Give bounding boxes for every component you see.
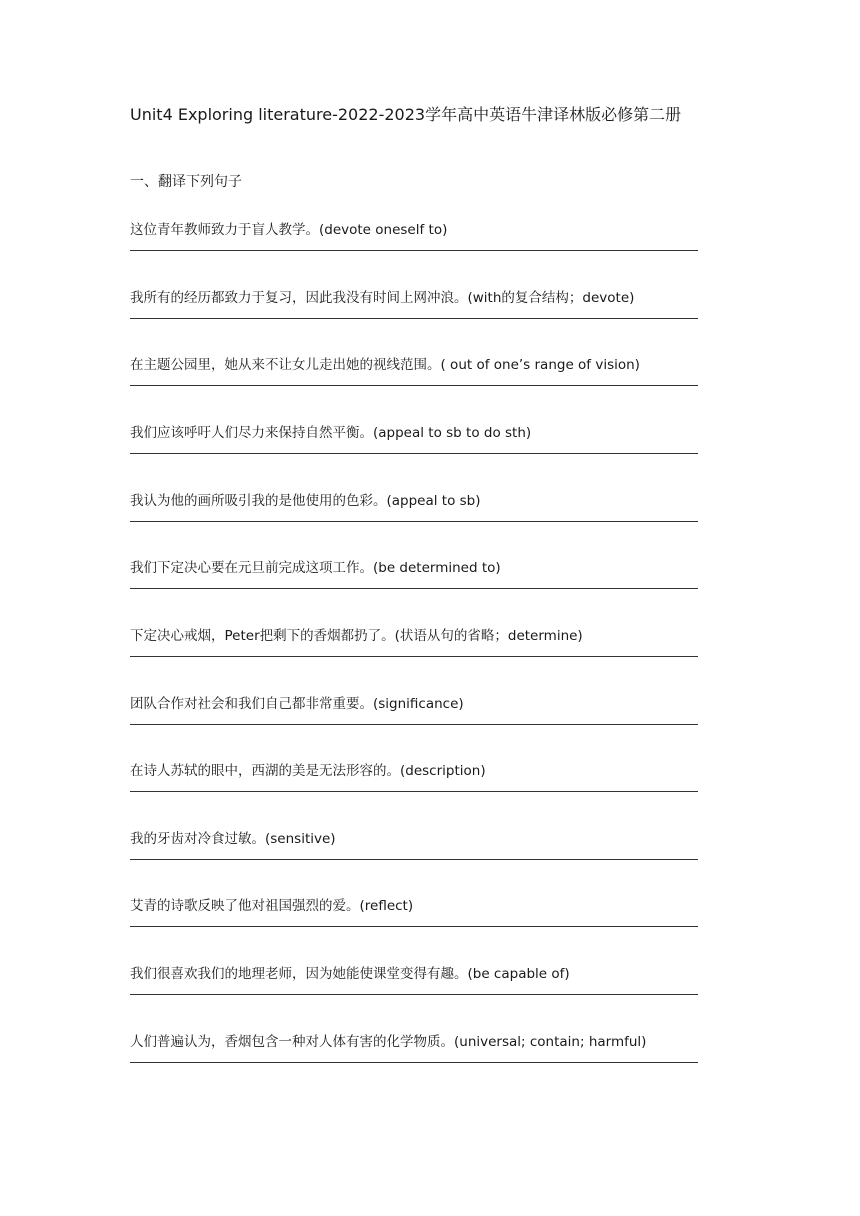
item-prompt: 我们很喜欢我们的地理老师，因为她能使课堂变得有趣。(be capable of) (130, 966, 570, 982)
item-prompt: 艾青的诗歌反映了他对祖国强烈的爱。(reflect) (130, 898, 414, 914)
document-title: Unit4 Exploring literature-2022-2023学年高中英语牛津译林版必修第二册 (130, 105, 682, 124)
section-heading: 一、翻译下列句子 (130, 174, 242, 190)
item-prompt: 团队合作对社会和我们自己都非常重要。(significance) (130, 696, 464, 712)
translation-item (130, 694, 698, 734)
answer-line (130, 791, 698, 792)
item-prompt: 在诗人苏轼的眼中，西湖的美是无法形容的。(description) (130, 763, 486, 779)
item-prompt: 我的牙齿对冷食过敏。(sensitive) (130, 831, 336, 847)
item-prompt: 我所有的经历都致力于复习，因此我没有时间上网冲浪。(with的复合结构；devote) (130, 290, 635, 306)
item-prompt: 人们普遍认为，香烟包含一种对人体有害的化学物质。(universal; contain; harmful) (130, 1034, 647, 1050)
translation-item (130, 355, 698, 395)
answer-line (130, 1062, 698, 1063)
answer-line (130, 250, 698, 251)
answer-line (130, 724, 698, 725)
translation-item (130, 964, 698, 1004)
translation-item (130, 288, 698, 328)
answer-line (130, 588, 698, 589)
answer-line (130, 385, 698, 386)
item-prompt: 这位青年教师致力于盲人教学。(devote oneself to) (130, 222, 448, 238)
answer-line (130, 656, 698, 657)
translation-item (130, 423, 698, 463)
item-prompt: 下定决心戒烟，Peter把剩下的香烟都扔了。(状语从句的省略；determine) (130, 628, 583, 644)
answer-line (130, 859, 698, 860)
translation-item (130, 1032, 698, 1072)
answer-line (130, 926, 698, 927)
answer-line (130, 318, 698, 319)
item-prompt: 我认为他的画所吸引我的是他使用的色彩。(appeal to sb) (130, 493, 481, 509)
translation-item (130, 626, 698, 666)
translation-item (130, 491, 698, 531)
answer-line (130, 453, 698, 454)
translation-item (130, 220, 698, 260)
answer-line (130, 521, 698, 522)
translation-item (130, 558, 698, 598)
translation-item (130, 829, 698, 869)
translation-item (130, 896, 698, 936)
item-prompt: 我们应该呼吁人们尽力来保持自然平衡。(appeal to sb to do sth) (130, 425, 532, 441)
translation-item (130, 761, 698, 801)
answer-line (130, 994, 698, 995)
item-prompt: 我们下定决心要在元旦前完成这项工作。(be determined to) (130, 560, 501, 576)
item-prompt: 在主题公园里，她从来不让女儿走出她的视线范围。( out of one’s range of vision) (130, 357, 640, 373)
